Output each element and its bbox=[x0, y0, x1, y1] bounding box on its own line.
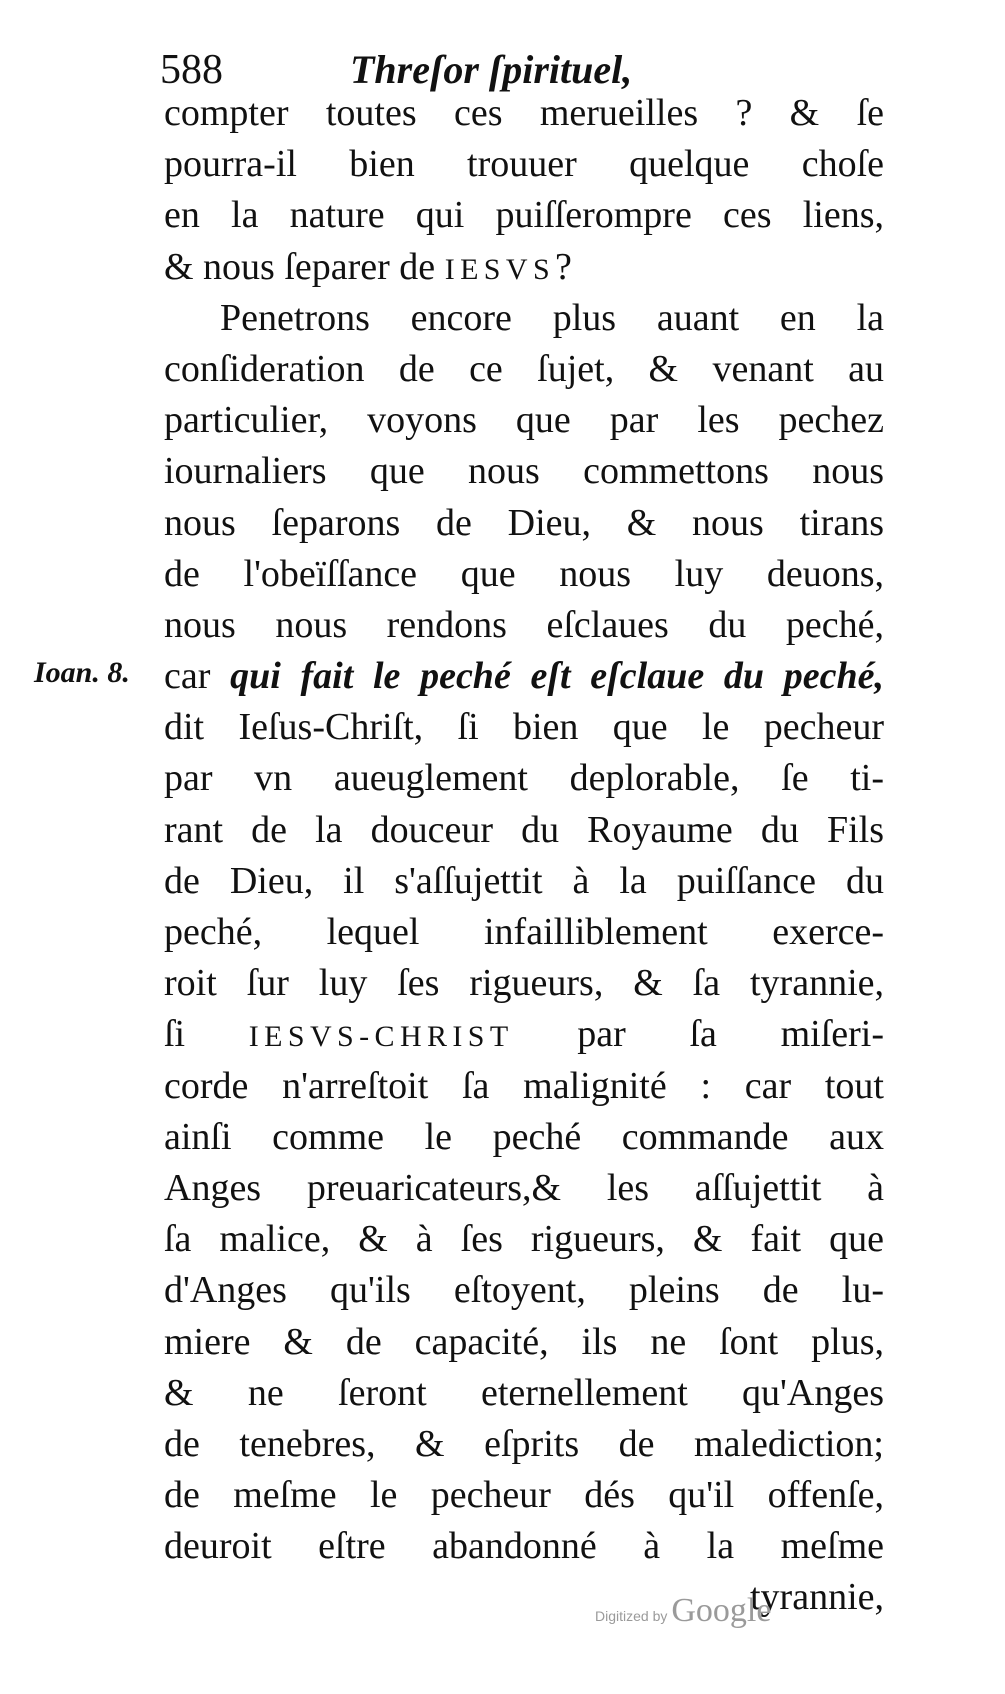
text-line: compter toutes ces merueilles ? & ſe bbox=[164, 92, 884, 134]
text-line: ſi IESVS-CHRIST par ſa miſeri- bbox=[164, 1013, 884, 1056]
text-line: deuroit eſtre abandonné à la meſme bbox=[164, 1525, 884, 1568]
text-line: pourra-il bien trouuer quelque choſe bbox=[164, 143, 884, 186]
watermark-prefix: Digitized by bbox=[595, 1608, 668, 1624]
running-title: Threſor ſpirituel, bbox=[350, 47, 633, 92]
small-caps-name: IESVS-CHRIST bbox=[248, 1020, 514, 1054]
text-line: iournaliers que nous commettons nous bbox=[164, 450, 884, 493]
text-line: de l'obeïſſance que nous luy deuons, bbox=[164, 552, 884, 595]
body-text bbox=[164, 88, 884, 1624]
italic-quotation: qui fait le peché eſt eſclaue du peché, bbox=[230, 655, 884, 698]
text-line: roit ſur luy ſes rigueurs, & ſa tyrannie, bbox=[164, 962, 884, 1005]
margin-reference: Ioan. 8. bbox=[34, 656, 130, 689]
text-line: de meſme le pecheur dés qu'il offenſe, bbox=[164, 1474, 884, 1517]
page-number: 588 bbox=[160, 47, 223, 93]
catchword: tyrannie, bbox=[749, 1576, 884, 1619]
text-line: particulier, voyons que par les pechez bbox=[164, 399, 884, 442]
digitization-watermark bbox=[595, 1592, 771, 1630]
text-line: ſa malice, & à ſes rigueurs, & fait que bbox=[164, 1218, 884, 1261]
text-line: car qui fait le peché eſt eſclaue du peché, bbox=[164, 655, 884, 698]
text-line: Anges preuaricateurs,& les aſſujettit à bbox=[164, 1166, 884, 1209]
google-logo: Google bbox=[671, 1592, 772, 1629]
text-line: rant de la douceur du Royaume du Fils bbox=[164, 808, 884, 851]
small-caps-name: IESVS bbox=[444, 252, 556, 286]
text-line: miere & de capacité, ils ne ſont plus, bbox=[164, 1320, 884, 1363]
text-line: corde n'arreſtoit ſa malignité : car tout bbox=[164, 1064, 884, 1107]
text-line: de tenebres, & eſprits de malediction; bbox=[164, 1422, 884, 1465]
text-line: & nous ſeparer de IESVS? bbox=[164, 245, 572, 288]
text-line: en la nature qui puiſſerompre ces liens, bbox=[164, 194, 884, 237]
text-line: nous ſeparons de Dieu, & nous tirans bbox=[164, 501, 884, 544]
text-line: & ne ſeront eternellement qu'Anges bbox=[164, 1371, 884, 1414]
text-line: par vn aueuglement deplorable, ſe ti- bbox=[164, 757, 884, 800]
text-line: d'Anges qu'ils eſtoyent, pleins de lu- bbox=[164, 1269, 884, 1312]
text-line: dit Ieſus-Chriſt, ſi bien que le pecheur bbox=[164, 706, 884, 749]
text-line: de Dieu, il s'aſſujettit à la puiſſance du bbox=[164, 859, 884, 902]
text-line: peché, lequel infailliblement exerce- bbox=[164, 911, 884, 953]
paragraph-start: Penetrons encore plus auant en la bbox=[220, 296, 884, 339]
text-line: ainſi comme le peché commande aux bbox=[164, 1115, 884, 1158]
text-line: nous nous rendons eſclaues du peché, bbox=[164, 603, 884, 646]
text-line: conſideration de ce ſujet, & venant au bbox=[164, 347, 884, 390]
